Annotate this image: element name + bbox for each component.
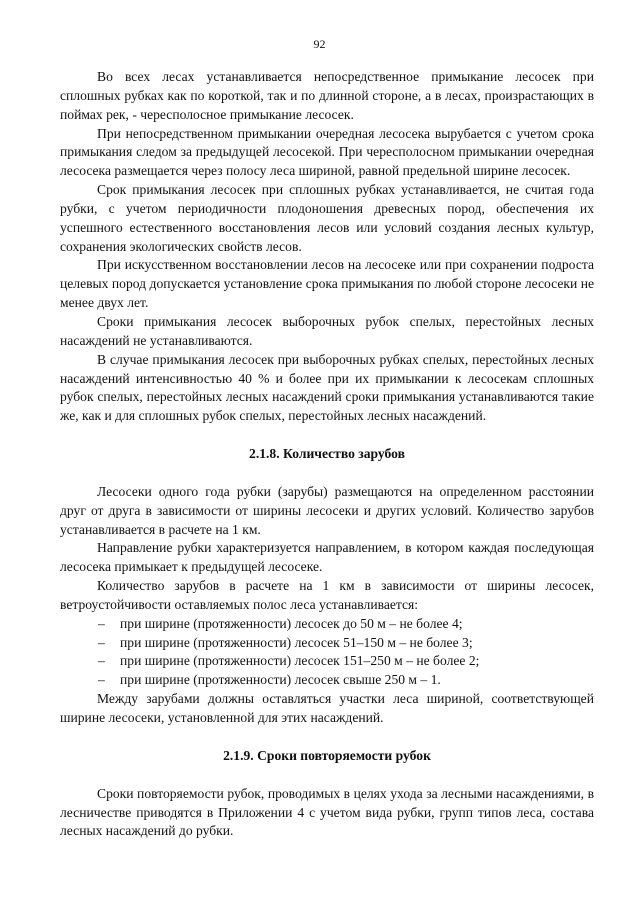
dash-marker: – bbox=[98, 672, 105, 688]
list-item-text: при ширине (протяженности) лесосек 51–150 м – не более 3; bbox=[120, 634, 473, 650]
dash-marker: – bbox=[98, 615, 105, 631]
list-item-text: при ширине (протяженности) лесосек свыше 250 м – 1. bbox=[120, 672, 441, 688]
body-paragraph: Лесосеки одного года рубки (зарубы) размещаются на определенном расстоянии друг от друга в зависимости от ширины лесосеки и других условий. Количество зарубов устанавливается в расчете на 1 км. bbox=[60, 483, 594, 537]
section-heading: 2.1.8. Количество зарубов bbox=[249, 446, 405, 462]
page-body bbox=[60, 68, 594, 841]
body-paragraph: Направление рубки характеризуется направлением, в котором каждая последующая лесосека примыкает к предыдущей лесосеке. bbox=[60, 540, 594, 575]
list-item bbox=[60, 634, 594, 653]
list-item bbox=[60, 615, 594, 634]
body-paragraph: Сроки повторяемости рубок, проводимых в целях ухода за лесными насаждениями, в лесничестве приводятся в Приложении 4 с учетом вида рубки, групп типов леса, состава лесных насаждений до рубки. bbox=[60, 785, 594, 839]
dash-marker: – bbox=[98, 634, 105, 650]
body-paragraph: Во всех лесах устанавливается непосредственное примыкание лесосек при сплошных рубках как по короткой, так и по длинной стороне, а в лесах, произрастающих в поймах рек, - чересполосное примыкание лесосек. bbox=[60, 69, 594, 122]
page-number: 92 bbox=[313, 37, 326, 51]
section-adjacency-rules bbox=[60, 68, 594, 426]
body-paragraph: Срок примыкания лесосек при сплошных рубках устанавливается, не считая года рубки, с учетом периодичности плодоношения древесных пород, обеспечения их успешного естественного восстановления лесов или условий создания лесных культур, сохранения экологических свойств лесов. bbox=[60, 182, 594, 254]
body-paragraph: При искусственном восстановлении лесов на лесосеке или при сохранении подроста целевых пород допускается установление срока примыкания по любой стороне лесосеки не менее двух лет. bbox=[60, 257, 594, 311]
list-item bbox=[60, 652, 594, 671]
section-2-1-8 bbox=[60, 445, 594, 728]
dash-marker: – bbox=[98, 653, 105, 669]
body-paragraph: В случае примыкания лесосек при выборочных рубках спелых, перестойных лесных насаждений интенсивностью 40 % и более при их примыкании к лесосекам сплошных рубок спелых, перестойных лесных насаждений сроки примыкания устанавливаются такие же, как и для сплошных рубок спелых, перестойных лесных насаждений. bbox=[60, 351, 594, 424]
body-paragraph: Количество зарубов в расчете на 1 км в зависимости от ширины лесосек, ветроустойчивости оставляемых полос леса устанавливается: bbox=[60, 578, 594, 612]
body-paragraph: При непосредственном примыкании очередная лесосека вырубается с учетом срока примыкания следом за предыдущей лесосекой. При чересполосном примыкании очередная лесосека размещается через полосу леса шириной, равной предельной ширине лесосек. bbox=[60, 125, 594, 179]
list-item-text: при ширине (протяженности) лесосек 151–250 м – не более 2; bbox=[120, 653, 480, 669]
body-paragraph: Сроки примыкания лесосек выборочных рубок спелых, перестойных лесных насаждений не устанавливаются. bbox=[60, 313, 594, 348]
list-item-text: при ширине (протяженности) лесосек до 50 м – не более 4; bbox=[120, 615, 463, 631]
body-paragraph: Между зарубами должны оставляться участки леса шириной, соответствующей ширине лесосеки, установленной для этих насаждений. bbox=[60, 691, 594, 725]
cut-count-list bbox=[60, 615, 594, 690]
list-item bbox=[60, 671, 594, 690]
section-heading: 2.1.9. Сроки повторяемости рубок bbox=[223, 747, 431, 763]
section-2-1-9 bbox=[60, 747, 594, 841]
